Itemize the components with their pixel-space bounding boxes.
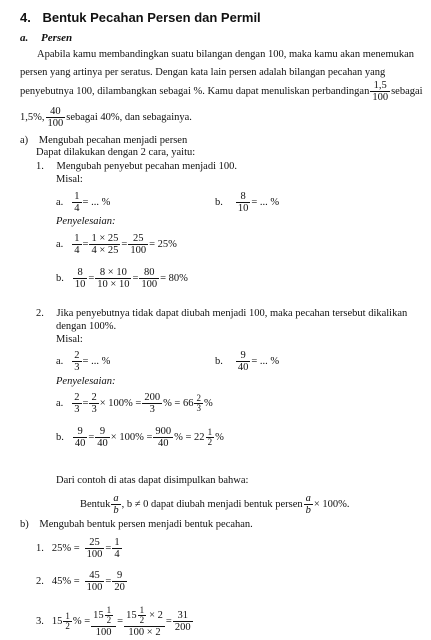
mixed-whole: 15 — [126, 610, 137, 622]
denominator: b — [305, 505, 311, 517]
example-1b — [215, 191, 279, 214]
solution-2a: a. $\frac{2}{3}$ = $\frac{2}{3}$ × 100% = $\frac{200}{3}$ % = 66 $\frac{2}{3}$ % — [56, 392, 213, 416]
denominator: 100 — [141, 279, 158, 291]
percent-text: % = — [72, 616, 91, 628]
numerator: 1 — [74, 191, 80, 202]
example-label: a. — [56, 196, 64, 208]
numerator: 40 — [46, 106, 66, 118]
example-2a — [56, 350, 110, 373]
numerator: 9 — [95, 426, 110, 438]
denominator: 2 — [106, 615, 112, 626]
denominator: 20 — [114, 582, 125, 594]
numerator — [124, 606, 165, 627]
fraction — [95, 426, 110, 449]
example-label: a. — [56, 355, 64, 367]
rule-statement — [80, 493, 350, 516]
fraction — [112, 570, 127, 593]
times-2: × 2 — [149, 610, 163, 622]
denominator: 100 — [130, 245, 147, 257]
numerator: 1 — [207, 426, 213, 437]
numerator — [91, 606, 116, 627]
fraction — [46, 106, 66, 129]
numerator: 1 — [106, 605, 112, 615]
fraction — [95, 267, 131, 290]
denominator: 4 — [74, 203, 80, 215]
intro-line-4-end: sebagai 40%, dan sebagainya. — [66, 111, 192, 123]
times-text: × 100% = — [99, 397, 142, 409]
item-2-line-2: dengan 100%. — [56, 321, 117, 332]
numerator: a — [305, 493, 311, 504]
denominator: 40 — [158, 438, 169, 450]
denominator: 100 — [372, 92, 389, 104]
denominator: 10 — [74, 279, 86, 291]
item-2 — [36, 307, 407, 320]
denominator: 40 — [97, 438, 108, 450]
denominator: 4 × 25 — [91, 245, 119, 257]
example-label: b. — [215, 355, 223, 367]
part-b-item-2: 2. 45% = $\frac{45}{100}$ = $\frac{9}{20}$ — [36, 570, 125, 594]
numerator: 2 — [74, 392, 80, 403]
denominator: 200 — [174, 622, 191, 634]
percent-sign: % — [203, 397, 213, 409]
rule-post: × 100%. — [313, 498, 350, 510]
intro-line-3-end: sebagai — [391, 85, 423, 97]
numerator: 31 — [173, 610, 193, 622]
item-label: 1. — [36, 542, 44, 554]
numerator: 1 × 25 — [91, 233, 119, 244]
numerator: 2 — [74, 350, 80, 361]
fraction — [206, 428, 215, 448]
denominator: 100 — [86, 582, 103, 594]
misal-1: Misal: — [56, 174, 83, 185]
part-a-title: Mengubah pecahan menjadi persen — [38, 135, 188, 146]
subsection-title: Persen — [41, 32, 73, 44]
fraction — [112, 537, 121, 560]
fraction — [111, 493, 120, 516]
solution-label: b. — [56, 431, 64, 443]
numerator: 8 × 10 — [95, 267, 131, 279]
numerator: 8 — [236, 191, 251, 203]
denominator: 3 — [74, 404, 80, 416]
section-number: 4. — [20, 10, 31, 25]
denominator: 3 — [74, 362, 80, 374]
denominator: b — [113, 505, 119, 517]
percent-sign: % — [215, 431, 224, 443]
fraction — [105, 606, 114, 626]
subsection-heading — [20, 32, 72, 46]
denominator: 2 — [139, 615, 145, 626]
subsection-label: a. — [20, 32, 29, 44]
numerator: a — [113, 493, 119, 504]
intro-line-2: persen yang artinya per seratus. Dengan kata lain persen adalah bilangan pecahan yang — [20, 67, 386, 78]
numerator: 2 — [91, 392, 97, 403]
part-b-item-3: 3. 15 $\frac{1}{2}$ % = 15 $\frac{1}{2}$ 100 = 15 $\frac{1}{2}$ × 2 100 × 2 = $\frac{31}{200}$ — [36, 605, 191, 638]
item-label: 3. — [36, 616, 44, 628]
example-rest: = ... % — [251, 196, 280, 208]
fraction — [370, 80, 390, 103]
fraction — [72, 233, 81, 256]
penyelesaian-1: Penyelesaian: — [56, 216, 116, 227]
part-b-title: Mengubah bentuk persen menjadi bentuk pecahan. — [39, 519, 253, 530]
numerator: 200 — [144, 392, 161, 403]
item-2-label: 2. — [36, 308, 44, 319]
mixed-whole: 15 — [51, 616, 63, 628]
part-a-label: a) — [20, 135, 29, 146]
mixed-whole: 15 — [93, 610, 104, 622]
denominator: 100 — [95, 626, 112, 638]
example-rest: = ... % — [82, 355, 111, 367]
percent-text: % = 66 — [163, 397, 194, 409]
denominator: 3 — [91, 404, 97, 416]
fraction — [138, 606, 147, 626]
fraction — [72, 392, 81, 415]
example-2b — [215, 350, 279, 373]
fraction — [73, 267, 88, 290]
numerator: 2 — [196, 392, 201, 403]
example-label: b. — [215, 196, 223, 208]
percent-text: 25% = — [51, 542, 80, 554]
numerator: 25 — [128, 233, 148, 245]
numerator: 80 — [139, 267, 159, 279]
penyelesaian-2: Penyelesaian: — [56, 376, 116, 387]
denominator: 3 — [196, 403, 201, 414]
fraction — [128, 233, 148, 256]
item-label: 2. — [36, 575, 44, 587]
denominator: 3 — [149, 404, 155, 416]
solution-label: a. — [56, 238, 64, 250]
fraction — [236, 191, 251, 214]
numerator: 9 — [236, 350, 251, 362]
denominator: 4 — [114, 549, 120, 561]
numerator: 1 — [65, 611, 70, 621]
intro-line-1: Apabila kamu membandingkan suatu bilangan dengan 100, maka kamu akan menemukan — [37, 49, 415, 60]
fraction — [194, 394, 203, 414]
numerator: 45 — [85, 570, 105, 582]
denominator: 40 — [237, 362, 249, 374]
fraction — [91, 606, 116, 638]
numerator: 1,5 — [370, 80, 390, 92]
part-a-subtitle: Dapat dilakukan dengan 2 cara, yaitu: — [36, 147, 196, 158]
example-rest: = ... % — [82, 196, 111, 208]
fraction — [173, 610, 193, 633]
fraction — [85, 570, 105, 593]
denominator: 100 × 2 — [128, 626, 161, 638]
fraction — [139, 267, 159, 290]
numerator: 900 — [155, 426, 172, 437]
percent-text: 45% = — [51, 575, 80, 587]
intro-line-3-text: penyebutnya 100, dilambangkan sebagai %. Kamu dapat menuliskan perbandingan — [20, 85, 370, 97]
numerator: 1 — [74, 233, 80, 244]
solution-1b: b. $\frac{8}{10}$ = $\frac{8 \times 10}{10 \times 10}$ = $\frac{80}{100}$ = 80% — [56, 267, 188, 291]
numerator: 1 — [114, 537, 120, 548]
fraction — [236, 350, 251, 373]
solution-label: a. — [56, 397, 64, 409]
fraction — [89, 392, 98, 415]
solution-result: = 80% — [160, 272, 188, 284]
intro-line-4 — [20, 106, 192, 129]
solution-result: = 25% — [149, 238, 177, 250]
item-1 — [36, 160, 237, 173]
conclusion-text: Dari contoh di atas dapat disimpulkan bahwa: — [56, 475, 249, 486]
rule-pre: Bentuk — [80, 498, 111, 510]
section-heading — [20, 10, 261, 26]
numerator: 8 — [73, 267, 88, 279]
fraction — [124, 606, 165, 638]
denominator: 40 — [74, 438, 86, 450]
denominator: 10 × 10 — [97, 279, 130, 291]
denominator: 2 — [207, 437, 213, 448]
fraction — [153, 426, 173, 449]
rule-mid: , b ≠ 0 dapat diubah menjadi bentuk persen — [121, 498, 303, 510]
fraction — [72, 350, 81, 373]
item-2-line-1: Jika penyebutnya tidak dapat diubah menjadi 100, maka pecahan tersebut dikalikan — [56, 308, 408, 319]
times-text: × 100% = — [110, 431, 153, 443]
fraction — [63, 612, 72, 632]
part-b-item-1: 1. 25% = $\frac{25}{100}$ = $\frac{1}{4}$ — [36, 537, 120, 561]
example-rest: = ... % — [251, 355, 280, 367]
fraction — [73, 426, 88, 449]
item-1-text: Mengubah penyebut pecahan menjadi 100. — [56, 161, 237, 172]
item-1-label: 1. — [36, 161, 44, 172]
fraction — [85, 537, 105, 560]
solution-2b: b. $\frac{9}{40}$ = $\frac{9}{40}$ × 100% = $\frac{900}{40}$ % = 22 $\frac{1}{2}$ % — [56, 426, 224, 450]
fraction — [304, 493, 313, 516]
denominator: 4 — [74, 245, 80, 257]
numerator: 1 — [139, 605, 145, 615]
misal-2: Misal: — [56, 334, 83, 345]
solution-1a: a. $\frac{1}{4}$ = $\frac{1 \times 25}{4 \times 25}$ = $\frac{25}{100}$ = 25% — [56, 233, 177, 257]
denominator: 10 — [237, 203, 249, 215]
numerator: 9 — [112, 570, 127, 582]
fraction — [72, 191, 81, 214]
section-title: Bentuk Pecahan Persen dan Permil — [42, 10, 261, 25]
percent-text: % = 22 — [174, 431, 205, 443]
denominator: 100 — [86, 549, 103, 561]
solution-label: b. — [56, 272, 64, 284]
denominator: 100 — [47, 118, 64, 130]
part-b-heading — [20, 518, 253, 531]
fraction — [142, 392, 162, 415]
part-b-label: b) — [20, 519, 29, 530]
fraction — [89, 233, 120, 256]
numerator: 25 — [85, 537, 105, 549]
example-1a — [56, 191, 110, 214]
intro-line-3 — [20, 80, 423, 103]
denominator: 2 — [65, 621, 70, 632]
intro-line-4-text: 1,5%, — [20, 111, 45, 123]
numerator: 9 — [73, 426, 88, 438]
